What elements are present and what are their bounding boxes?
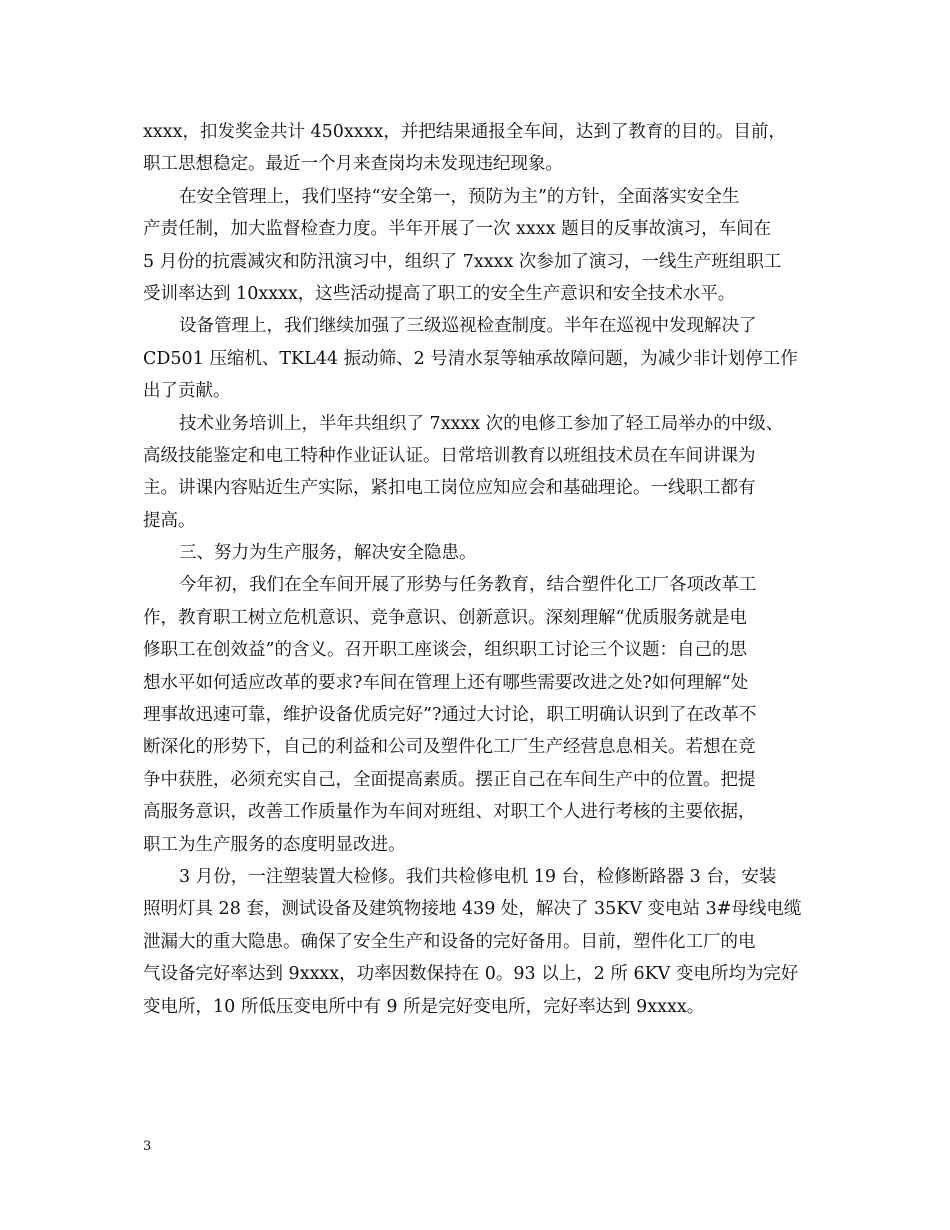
text-line: 断深化的形势下，自己的利益和公司及塑件化工厂生产经营息息相关。若想在竞 — [143, 737, 756, 758]
text-line: 想水平如何适应改革的要求?车间在管理上还有哪些需要改进之处?如何理解“处 — [143, 672, 749, 693]
text-line: 修职工在创效益”的含义。召开职工座谈会，组织职工讨论三个议题：自己的思 — [143, 640, 747, 661]
text-line: 变电所，10 所低压变电所中有 9 所是完好变电所，完好率达到 9xxxx。 — [143, 996, 705, 1017]
text-line: xxxx，扣发奖金共计 450xxxx，并把结果通报全车间，达到了教育的目的。目前， — [143, 122, 786, 142]
section-heading-three — [143, 537, 813, 569]
text-line: 出了贡献。 — [143, 381, 231, 402]
text-line: 职工为生产服务的态度明显改进。 — [143, 834, 406, 855]
text-line: 高服务意识，改善工作质量作为车间对班组、对职工个人进行考核的主要依据， — [143, 802, 756, 823]
paragraph-overhaul-results — [143, 861, 813, 1023]
text-line: 受训率达到 10xxxx，这些活动提高了职工的安全生产意识和安全技术水平。 — [143, 283, 736, 304]
text-line: 设备管理上，我们继续加强了三级巡视检查制度。半年在巡视中发现解决了 — [179, 316, 757, 337]
text-line: 3 月份，一注塑装置大检修。我们共检修电机 19 台，检修断路器 3 台，安装 — [179, 866, 777, 887]
paragraph-equipment-management — [143, 310, 813, 407]
text-line: 照明灯具 28 套，测试设备及建筑物接地 439 处，解决了 35KV 变电站 3#母线电缆 — [143, 899, 802, 920]
text-line: CD501 压缩机、TKL44 振动筛、2 号清水泵等轴承故障问题，为减少非计划停工作 — [143, 348, 798, 369]
text-line: 主。讲课内容贴近生产实际，紧扣电工岗位应知应会和基础理论。一线职工都有 — [143, 478, 756, 499]
page-number: 3 — [143, 1139, 152, 1154]
text-line: 理事故迅速可靠，维护设备优质完好”?通过大讨论，职工明确认识到了在改革不 — [143, 705, 757, 726]
text-line: 在安全管理上，我们坚持“安全第一，预防为主”的方针，全面落实安全生 — [179, 186, 740, 207]
text-line: 高级技能鉴定和电工特种作业证认证。日常培训教育以班组技术员在车间讲课为 — [143, 445, 756, 466]
text-line: 作，教育职工树立危机意识、竞争意识、创新意识。深刻理解“优质服务就是电 — [143, 607, 747, 628]
text-line: 提高。 — [143, 510, 196, 531]
section-heading: 三、努力为生产服务，解决安全隐患。 — [179, 543, 477, 564]
text-line: 争中获胜，必须充实自己，全面提高素质。摆正自己在车间生产中的位置。把提 — [143, 769, 756, 790]
page-body — [143, 116, 813, 1023]
paragraph-technical-training — [143, 408, 813, 538]
text-line: 今年初，我们在全车间开展了形势与任务教育，结合塑件化工厂各项改革工 — [179, 575, 757, 596]
text-line: 泄漏大的重大隐患。确保了安全生产和设备的完好备用。目前，塑件化工厂的电 — [143, 931, 756, 952]
text-line: 气设备完好率达到 9xxxx，功率因数保持在 0。93 以上，2 所 6KV 变电所均为完好 — [143, 964, 799, 985]
text-line: 技术业务培训上，半年共组织了 7xxxx 次的电修工参加了轻工局举办的中级、 — [179, 413, 784, 434]
paragraph-situation-education — [143, 569, 813, 861]
paragraph-discipline-result — [143, 116, 813, 181]
text-line: 职工思想稳定。最近一个月来查岗均未发现违纪现象。 — [143, 154, 563, 175]
text-line: 产责任制，加大监督检查力度。半年开展了一次 xxxx 题目的反事故演习，车间在 — [143, 219, 772, 240]
paragraph-safety-management — [143, 181, 813, 311]
text-line: 5 月份的抗震减灾和防汛演习中，组织了 7xxxx 次参加了演习，一线生产班组职工 — [143, 251, 782, 272]
